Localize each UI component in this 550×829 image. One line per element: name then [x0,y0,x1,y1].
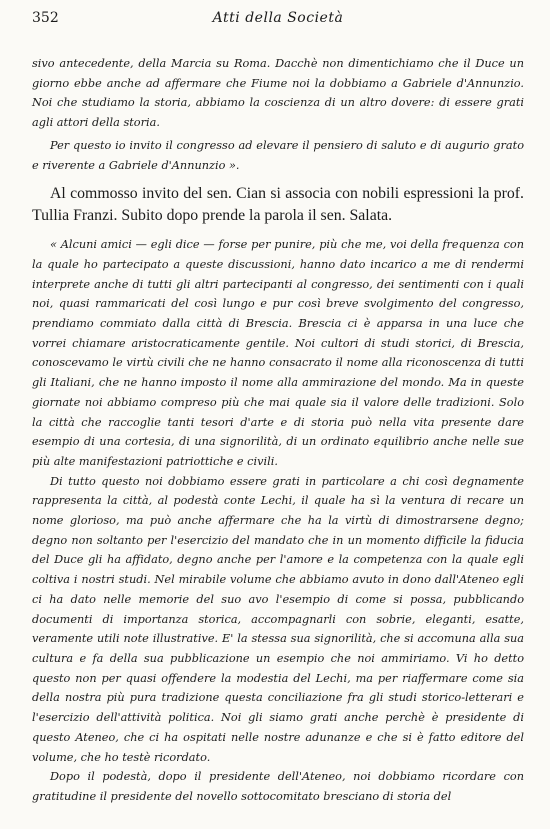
page-number: 352 [32,10,59,26]
paragraph-speech-brescia: « Alcuni amici — egli dice — forse per punire, più che me, voi della frequenza con la quale ho partecipato a queste discussioni, hanno dato incarico a me di rendermi interprete anche di tutti gli altri partecipanti al congresso, dei sentimenti con i quali noi, quasi rammaricati del così lungo e pur così breve svolgimento del congresso, prendiamo commiato dalla città di Brescia. Brescia ci è apparsa in una luce che vorrei chiamare aristocraticamente gentile. Noi cultori di studi storici, di Brescia, conoscevamo le virtù civili che ne hanno consacrato il nome alla riconoscenza di tutti gli Italiani, che ne hanno imposto il nome alla ammirazione del mondo. Ma in queste giornate noi abbiamo compreso più che mai quale sia il valore delle tradizioni. Solo la città che raccoglie tanti tesori d'arte e di storia può nella vita presente dare esempio di una cortesia, di una signorilità, di un ordinato equilibrio anche nelle sue più alte manifestazioni patriottiche e civili. [32,238,524,468]
paragraph-invitation: Per questo io invito il congresso ad elevare il pensiero di saluto e di augurio grato e riverente a Gabriele d'Annunzio ». [32,138,524,172]
paragraph-speech-closing: Dopo il podestà, dopo il presidente dell'Ateneo, noi dobbiamo ricordare con gratitudine il presidente del novello sottocomitato bresciano di storia del [32,770,524,803]
paragraph-continuation: sivo antecedente, della Marcia su Roma. Dacchè non dimentichiamo che il Duce un giorno ebbe anche ad affermare che Fiume noi la dobbiamo a Gabriele d'Annunzio. Noi che studiamo la storia, abbiamo la coscienza di un altro dovere: di essere grati agli attori della storia. [32,57,524,130]
text-body [32,54,524,807]
running-title: Atti della Società [212,10,344,26]
paragraph-speech-lechi: Di tutto questo noi dobbiamo essere grati in particolare a chi così degnamente rappresenta la città, al podestà conte Lechi, il quale ha sì la ventura di recare un nome glorioso, ma può anche affermare che ha la virtù di dimostrarsene degno; degno non soltanto per l'esercizio del mandato che in un momento difficile la fiducia del Duce gli ha affidato, degno anche per l'amore e la competenza con la quale egli coltiva i nostri studi. Nel mirabile volume che abbiamo avuto in dono dall'Ateneo egli ci ha dato nelle memorie del suo avo l'esempio di come si possa, pubblicando documenti di importanza storica, accompagnarli con sobrie, eleganti, esatte, veramente utili note illustrative. E' la stessa sua signorilità, che si accomuna alla sua cultura e fa della sua pubblicazione un esempio che noi ammiriamo. Vi ho detto questo non per quasi offendere la modestia del Lechi, ma per riaffermare come sia della nostra più pura tradizione questa conciliazione fra gli studi storico-letterari e l'esercizio dell'attività politica. Noi gli siamo grati anche perchè è presidente di questo Ateneo, che ci ha ospitati nelle nostre adunanze e che si è fatto editore del volume, che ho testè ricordato. [32,474,524,764]
paragraph-narration: Al commosso invito del sen. Cian si associa con nobili espressioni la prof. Tullia Franzi. Subito dopo prende la parola il sen. Salata. [32,185,524,225]
page-header [32,4,524,28]
